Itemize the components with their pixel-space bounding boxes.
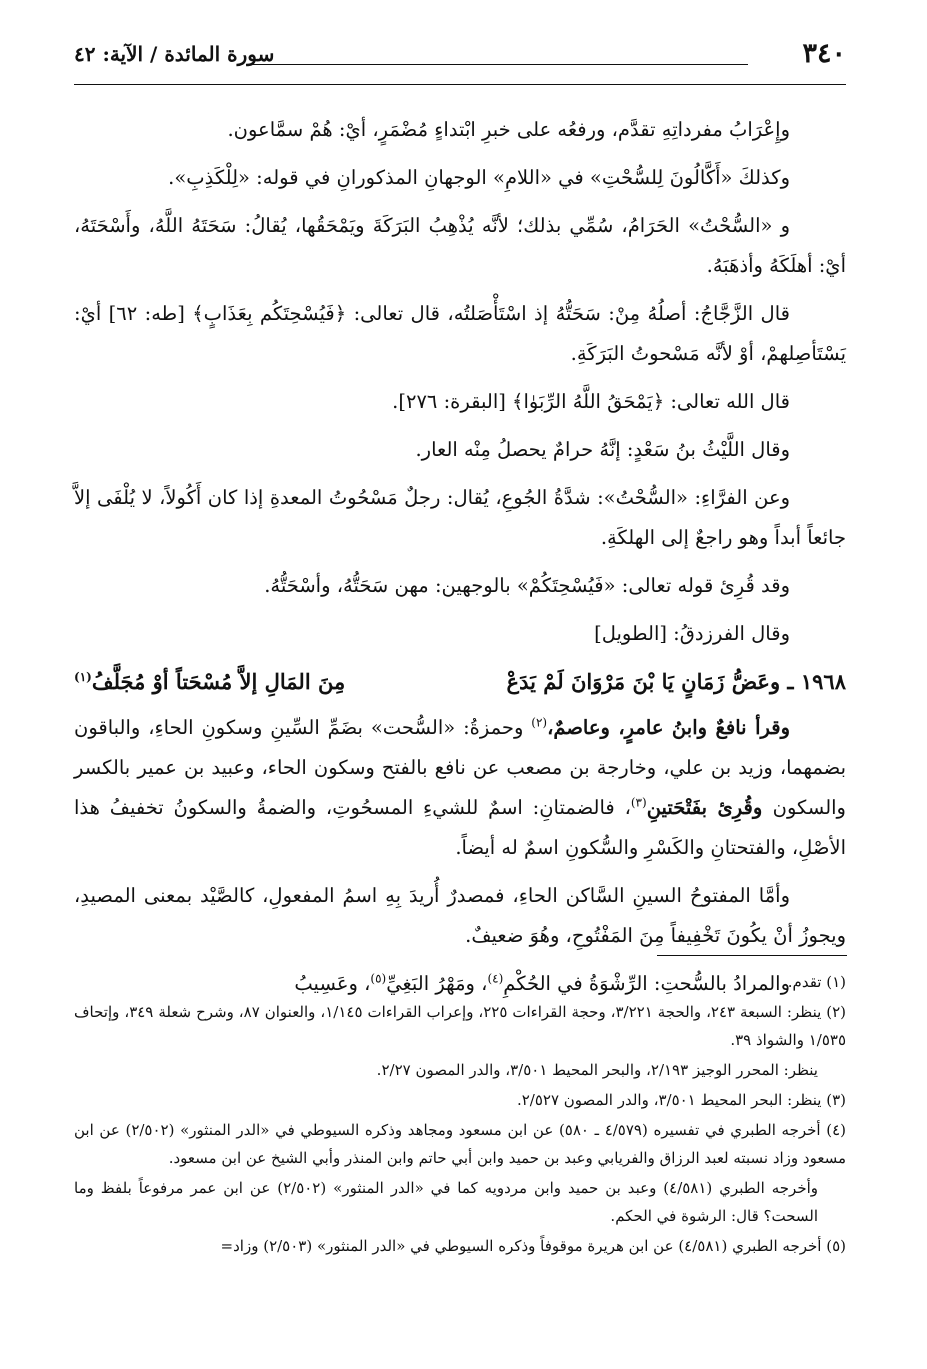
footnote-separator bbox=[657, 955, 847, 956]
footnote: ينظر: المحرر الوجيز ٢/١٩٣، والبحر المحيط ٣/٥٠١، والدر المصون ٢/٢٧. bbox=[376, 1061, 818, 1079]
footnote-ref: (٤) bbox=[487, 971, 504, 986]
verse-first-hemistich: ١٩٦٨ ـ وعَضُّ زَمَانٍ يَا بْنَ مَرْوَانَ لَمْ يَدَعْ bbox=[506, 669, 846, 694]
page-number: ٣٤٠ bbox=[802, 38, 846, 69]
paragraph: وإِعْرَابُ مفرداتِهِ تقدَّم، ورفعُه على خبرِ ابْتداءٍ مُضْمَرٍ، أيْ: هُمْ سمَّاعون. bbox=[227, 118, 790, 141]
footnote-ref: (١) bbox=[74, 670, 92, 684]
page-header bbox=[74, 38, 846, 78]
paragraph: وعن الفرَّاءِ: «السُّحْتُ»: شدَّةُ الجُوعِ، يُقال: رجلٌ مَسْحُوتُ المعدةِ إذا كان أَكُولاً، لا يُلْفَى إلاَّ جائعاً أبداً وهو راجعٌ إلى الهلكَةِ. bbox=[74, 486, 846, 549]
paragraph: وقد قُرِئ قوله تعالى: «فَيُسْحِتَكُمْ» بالوجهين: مهن سَحَتُّهُ، وأسْحَتُّهُ. bbox=[264, 574, 790, 597]
footnote-ref: (٣) bbox=[630, 795, 647, 810]
header-underline bbox=[74, 84, 846, 85]
paragraph: قال الزَّجَّاجُ: أصلُهُ مِنْ: سَحَتُّهُ إذ اسْتَأْصَلتُه، قال تعالى: ﴿فَيُسْحِتَكُم بِعَذَابٍ﴾ [طه: ٦٢] أيْ: يَسْتَأصِلهمْ، أوْ لأنَّه مَسْحوتُ البَرَكَةِ. bbox=[74, 302, 846, 365]
footnote: (٥) أخرجه الطبري (٤/٥٨١) عن ابن هريرة موقوفاً وذكره السيوطي في «الدر المنثور» (٢/٥٠٣) وزاد= bbox=[220, 1237, 846, 1255]
poetry-verse bbox=[74, 662, 846, 702]
paragraph: وأمَّا المفتوحُ السينِ السَّاكن الحاءِ، فمصدرٌ أُريدَ بِهِ اسمُ المفعولِ، كالصَّيْد بمعنى المصيدِ، ويجوزُ أنْ يكُونَ تَخْفِيفاً مِنَ المَفْتُوحِ، وهُوَ ضعيفٌ. bbox=[74, 884, 846, 947]
bold-text: وقرأ نافعٌ وابنُ عامرٍ، وعاصمٌ، bbox=[547, 716, 790, 739]
paragraph: وقرأ نافعٌ وابنُ عامرٍ، وعاصمٌ،$^{(٢)}$ وحمزةُ: «السُّحت» بضَمِّ السِّينِ وسكونِ الحاءِ، والباقون بضمهما، وزيد بن علي، وخارجة بن مصعب عن نافع بالفتح وسكون الحاء، وعبيد بن عمير بالكسر والسكون وقُرِئ بفَتْحَتينِ$^{(٣)}$، فالضمتانِ: اسمٌ للشيءِ المسحُوتِ، والضمةُ والسكونُ تخفيفُ هذا الأصْلِ، والفتحتانِ والكَسْرِ والسُّكونِ اسمٌ له أيضاً. bbox=[74, 715, 846, 859]
footnotes bbox=[74, 968, 846, 1262]
paragraph: والمرادُ بالسُّحتِ: الرِّشْوَةُ في الحُكْمِ$^{(٤)}$، ومَهْرُ البَغِيِّ$^{(٥)}$، وعَسِيبُ bbox=[294, 971, 790, 995]
footnote: (٢) ينظر: السبعة ٢٤٣، والحجة ٣/٢٢١، وحجة القراءات ٢٢٥، وإعراب القراءات ١/١٤٥، والعنوان ٨٧، وشرح شعلة ٣٤٩، وإتحاف ١/٥٣٥ والشواذ ٣٩. bbox=[74, 1003, 846, 1049]
footnote: (٤) أخرجه الطبري في تفسيره (٤/٥٧٩ ـ ٥٨٠) عن ابن مسعود ومجاهد وذكره السيوطي في «الدر المنثور» (٢/٥٠٢) عن ابن مسعود وزاد نسبته لعبد الرزاق والفريابي وعبد بن حميد وابن أبي حاتم وابن المنذر وأبي الشيخ عن ابن مسعود. bbox=[74, 1121, 846, 1167]
main-text bbox=[74, 110, 846, 1012]
running-title: سورة المائدة / الآية: ٤٢ bbox=[74, 42, 275, 66]
footnote: (١) تقدم. bbox=[787, 973, 846, 991]
verse-second-hemistich: مِنَ المَالِ إلاَّ مُسْحَتاً أوْ مُجَلَّفُ$^{(١)}$ bbox=[74, 669, 346, 694]
footnote-ref: (٥) bbox=[370, 971, 387, 986]
header-rule bbox=[246, 64, 748, 65]
footnote: وأخرجه الطبري (٤/٥٨١) وعبد بن حميد وابن مردويه كما في «الدر المنثور» (٢/٥٠٢) عن ابن عمر مرفوعاً بلفظ وما السحت؟ قال: الرشوة في الحكم. bbox=[74, 1179, 819, 1225]
bold-text: وقُرِئ بفَتْحَتينِ bbox=[646, 796, 773, 819]
paragraph: قال الله تعالى: ﴿يَمْحَقُ اللَّهُ الرِّبَوٰا﴾ [البقرة: ٢٧٦]. bbox=[392, 390, 790, 413]
paragraph: وكذلكَ «أَكَّالُونَ لِلسُّحْتِ» في «اللامِ» الوجهانِ المذكورانِ في قوله: «لِلْكَذِبِ». bbox=[168, 166, 790, 189]
paragraph: وقال اللَّيْثُ بنُ سَعْدٍ: إنَّهُ حرامٌ يحصلُ مِنْه العار. bbox=[415, 438, 790, 461]
paragraph: و «السُّحْتُ» الحَرَامُ، سُمِّي بذلك؛ لأنَّه يُذْهِبُ البَرَكَةَ ويَمْحَقُها، يُقالُ: سَحَتَهُ اللَّهُ، وأَسْحَتَهُ، أيْ: أهلَكَهُ وأذهَبَهُ. bbox=[74, 214, 846, 277]
footnote: (٣) ينظر: البحر المحيط ٣/٥٠١، والدر المصون ٢/٥٢٧. bbox=[516, 1091, 846, 1109]
paragraph: وقال الفرزدقُ: [الطويل] bbox=[594, 622, 790, 645]
footnote-ref: (٢) bbox=[531, 715, 548, 730]
